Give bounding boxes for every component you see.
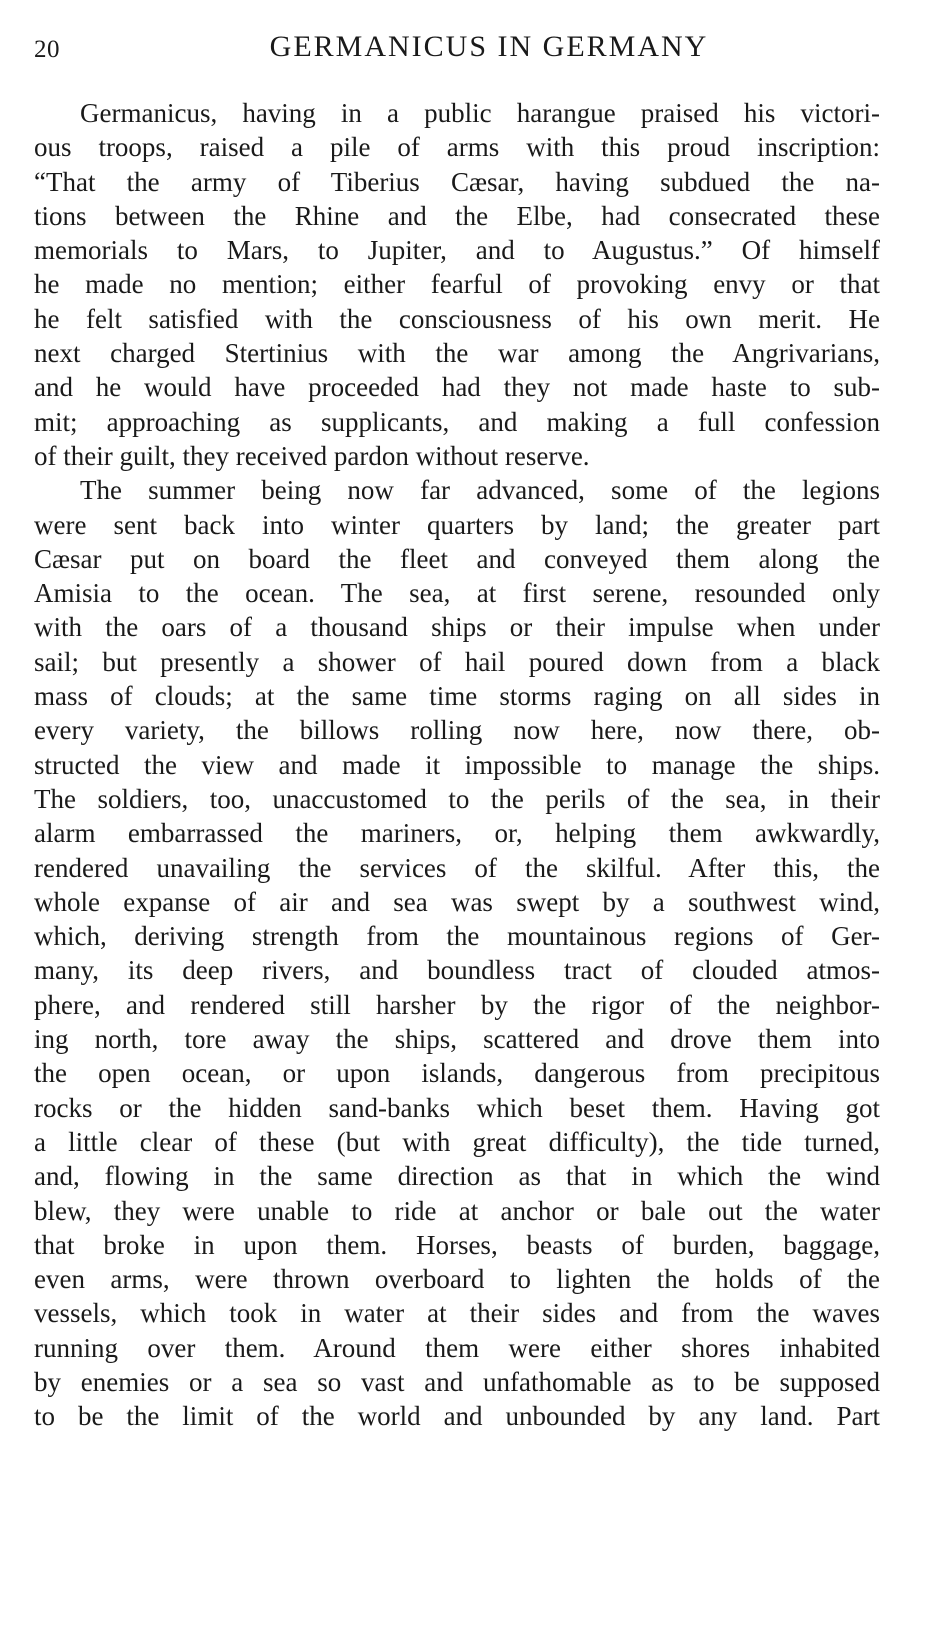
- text-line: with the oars of a thousand ships or their impulse when under: [34, 612, 880, 643]
- text-line: he made no mention; either fearful of provoking envy or that: [34, 269, 880, 300]
- text-line: sail; but presently a shower of hail poured down from a black: [34, 646, 880, 677]
- text-line: phere, and rendered still harsher by the rigor of the neighbor-: [34, 989, 880, 1020]
- text-line: tions between the Rhine and the Elbe, had consecrated these: [34, 200, 880, 231]
- text-line: vessels, which took in water at their sides and from the waves: [34, 1298, 880, 1329]
- text-line: alarm embarrassed the mariners, or, helping them awkwardly,: [34, 818, 880, 849]
- page-number: 20: [34, 36, 60, 63]
- text-line: ous troops, raised a pile of arms with this proud inscription:: [34, 132, 880, 163]
- text-line: whole expanse of air and sea was swept by a southwest wind,: [34, 886, 880, 917]
- text-line: were sent back into winter quarters by land; the greater part: [34, 509, 880, 540]
- text-line: to be the limit of the world and unbounded by any land. Part: [34, 1401, 880, 1432]
- text-line: next charged Stertinius with the war among the Angrivarians,: [34, 338, 880, 369]
- text-line: Cæsar put on board the fleet and conveyed them along the: [34, 543, 880, 574]
- text-line: the open ocean, or upon islands, dangerous from precipitous: [34, 1058, 880, 1089]
- text-line: The summer being now far advanced, some of the legions: [80, 475, 880, 506]
- text-line: that broke in upon them. Horses, beasts of burden, baggage,: [34, 1229, 880, 1260]
- text-line: memorials to Mars, to Jupiter, and to Augustus.” Of himself: [34, 235, 880, 266]
- text-line: a little clear of these (but with great difficulty), the tide turned,: [34, 1126, 880, 1157]
- page-header: [34, 30, 894, 74]
- text-line: mass of clouds; at the same time storms raging on all sides in: [34, 681, 880, 712]
- text-line: ing north, tore away the ships, scattered and drove them into: [34, 1024, 880, 1055]
- text-line: “That the army of Tiberius Cæsar, having subdued the na-: [34, 166, 880, 197]
- text-line: by enemies or a sea so vast and unfathomable as to be supposed: [34, 1366, 880, 1397]
- running-head: GERMANICUS IN GERMANY: [269, 30, 709, 63]
- text-line: Amisia to the ocean. The sea, at first serene, resounded only: [34, 578, 880, 609]
- text-line: even arms, were thrown overboard to lighten the holds of the: [34, 1264, 880, 1295]
- text-line: of their guilt, they received pardon without reserve.: [34, 440, 590, 471]
- text-line: Germanicus, having in a public harangue praised his victori-: [80, 98, 880, 128]
- text-line: structed the view and made it impossible to manage the ships.: [34, 749, 880, 780]
- text-line: many, its deep rivers, and boundless tract of clouded atmos-: [34, 955, 880, 986]
- text-line: rocks or the hidden sand-banks which beset them. Having got: [34, 1092, 880, 1123]
- text-line: every variety, the billows rolling now here, now there, ob-: [34, 715, 880, 746]
- text-line: blew, they were unable to ride at anchor or bale out the water: [34, 1195, 880, 1226]
- text-line: and, flowing in the same direction as that in which the wind: [34, 1161, 880, 1192]
- text-line: and he would have proceeded had they not made haste to sub-: [34, 372, 880, 403]
- text-line: The soldiers, too, unaccustomed to the perils of the sea, in their: [34, 783, 880, 814]
- text-line: he felt satisfied with the consciousness of his own merit. He: [34, 303, 880, 334]
- text-line: running over them. Around them were either shores inhabited: [34, 1332, 880, 1363]
- text-line: mit; approaching as supplicants, and making a full confession: [34, 406, 880, 437]
- body-text: [34, 96, 880, 1434]
- text-line: which, deriving strength from the mountainous regions of Ger-: [34, 921, 880, 952]
- text-line: rendered unavailing the services of the skilful. After this, the: [34, 852, 880, 883]
